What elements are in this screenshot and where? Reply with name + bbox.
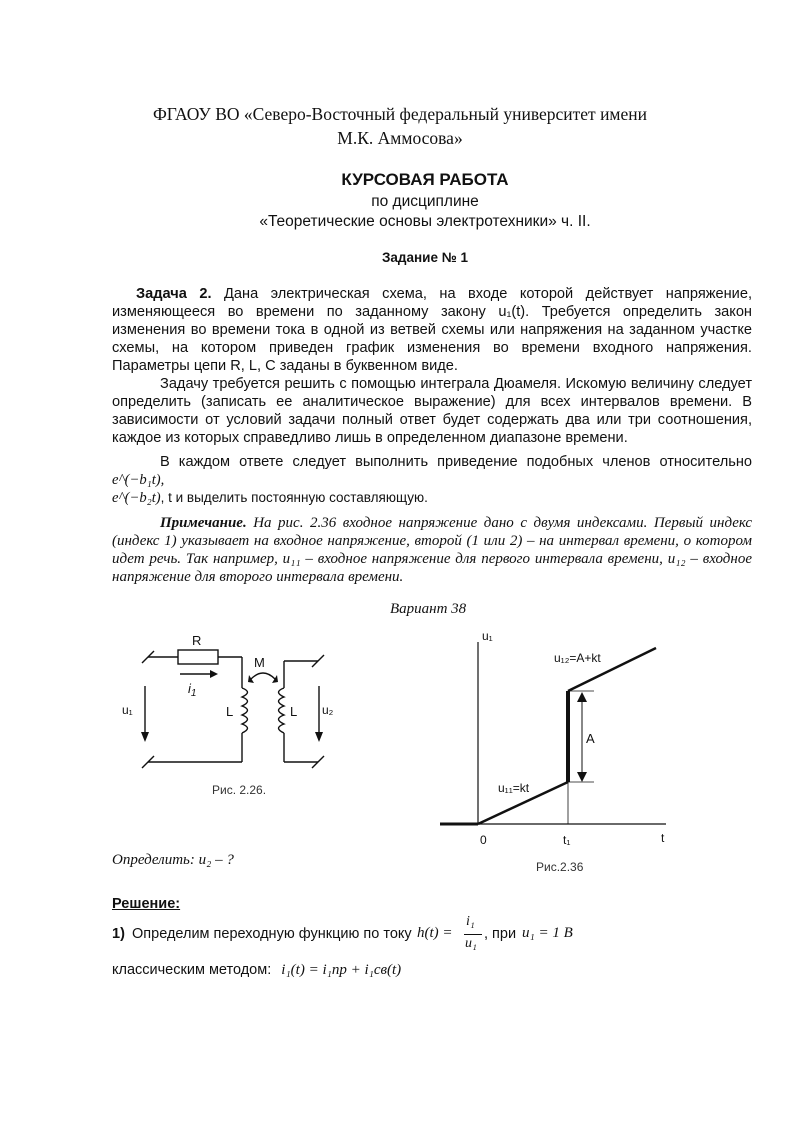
- exponent-term-1: e^(−b₁t),: [112, 472, 165, 488]
- solution-step-1: [112, 914, 752, 960]
- subtitle-course: «Теоретические основы электротехники» ч. II.: [259, 213, 591, 230]
- segment-2-label: u₁₂=A+kt: [554, 651, 601, 665]
- fraction-denominator: u₁: [465, 936, 477, 951]
- inductor-2-label: L: [290, 704, 298, 719]
- subtitle-discipline: по дисциплине: [371, 193, 479, 210]
- problem-text-3-end: , t и выделить постоянную составляющую.: [160, 490, 428, 505]
- segment-1-label: u₁₁=kt: [498, 781, 530, 795]
- voltage-graph: [436, 624, 676, 880]
- note-text: На рис. 2.36 входное напряжение дано с двумя индексами. Первый индекс (индекс 1) указывает на входное напряжение, второй (1 или 2) – на интервал времени, о котором идет речь. Так например, u₁₁ – входное напряжение для первого интервала времени, u₁₂ – входное напряжение для второго интервала времени.: [112, 515, 752, 585]
- step-text: Определим переходную функцию по току: [132, 926, 412, 942]
- determine-label: Определить:: [112, 852, 195, 868]
- method-text: классическим методом:: [112, 962, 272, 978]
- fraction-numerator: i₁: [466, 914, 475, 929]
- problem-text-1: Дана электрическая схема, на входе которой действует напряжение, изменяющееся во времени по заданному закону u₁(t). Требуется определить закон изменения во времени тока в одной из ветвей схемы или напряжения на заданном участке схемы, на котором приведен график изменения во времени входного напряжения. Параметры цепи R, L, C заданы в буквенном виде.: [112, 286, 753, 374]
- university-line-1: ФГАОУ ВО «Северо-Восточный федеральный университет имени: [152, 104, 648, 124]
- document-title: КУРСОВАЯ РАБОТА: [341, 170, 509, 189]
- problem-paragraph-1: [112, 285, 752, 375]
- determine-expression: u₂ – ?: [198, 852, 234, 868]
- inductor-coil-1: [242, 688, 248, 733]
- current-label: $i_1$: [188, 681, 197, 699]
- problem-text-3: В каждом ответе следует выполнить приведение подобных членов относительно: [160, 454, 752, 470]
- inductor-coil-2: [279, 688, 285, 733]
- jump-label: A: [586, 731, 595, 746]
- t1-label: t₁: [563, 833, 571, 847]
- mutual-inductance-arc: [251, 673, 275, 679]
- university-line-2: М.К. Аммосова»: [337, 128, 463, 148]
- y-axis-label: u₁: [482, 629, 493, 643]
- graph-caption: Рис.2.36: [536, 860, 584, 874]
- note-label: Примечание.: [160, 515, 247, 531]
- step-number: 1): [112, 926, 125, 942]
- exponent-term-2: e^(−b₂t): [112, 490, 161, 506]
- condition-expression: u₁ = 1 B: [522, 925, 573, 941]
- note-paragraph: [112, 514, 752, 586]
- condition-text: , при: [484, 926, 517, 942]
- variant-label: Вариант 38: [390, 601, 467, 617]
- origin-label: 0: [480, 833, 487, 847]
- problem-label: Задача 2.: [136, 286, 212, 302]
- resistor-label: R: [192, 633, 202, 648]
- circuit-caption: Рис. 2.26.: [212, 783, 267, 797]
- fraction-bar: [464, 934, 482, 935]
- inductor-1-label: L: [226, 704, 234, 719]
- u2-label: u₂: [322, 703, 334, 717]
- transfer-function-expression: h(t) =: [417, 925, 453, 941]
- problem-paragraph-3: [112, 453, 752, 507]
- mutual-inductance-label: M: [254, 655, 265, 670]
- circuit-diagram: [118, 628, 350, 808]
- u1-label: u₁: [122, 703, 133, 717]
- task-heading: Задание № 1: [381, 250, 469, 265]
- solution-heading: Решение:: [112, 896, 181, 912]
- determine-line: [112, 852, 234, 869]
- solution-method-line: [112, 962, 401, 979]
- resistor: [178, 650, 218, 664]
- x-axis-label: t: [661, 831, 665, 845]
- problem-paragraph-2: Задачу требуется решить с помощью интеграла Дюамеля. Искомую величину следует определить (записать ее аналитическое выражение) для всех интервалов времени. В зависимости от условий задачи полный ответ будет содержать два или три соотношения, каждое из которых справедливо лишь в определенном диапазоне времени.: [112, 376, 752, 446]
- method-expression: i₁(t) = i₁пр + i₁св(t): [281, 962, 402, 978]
